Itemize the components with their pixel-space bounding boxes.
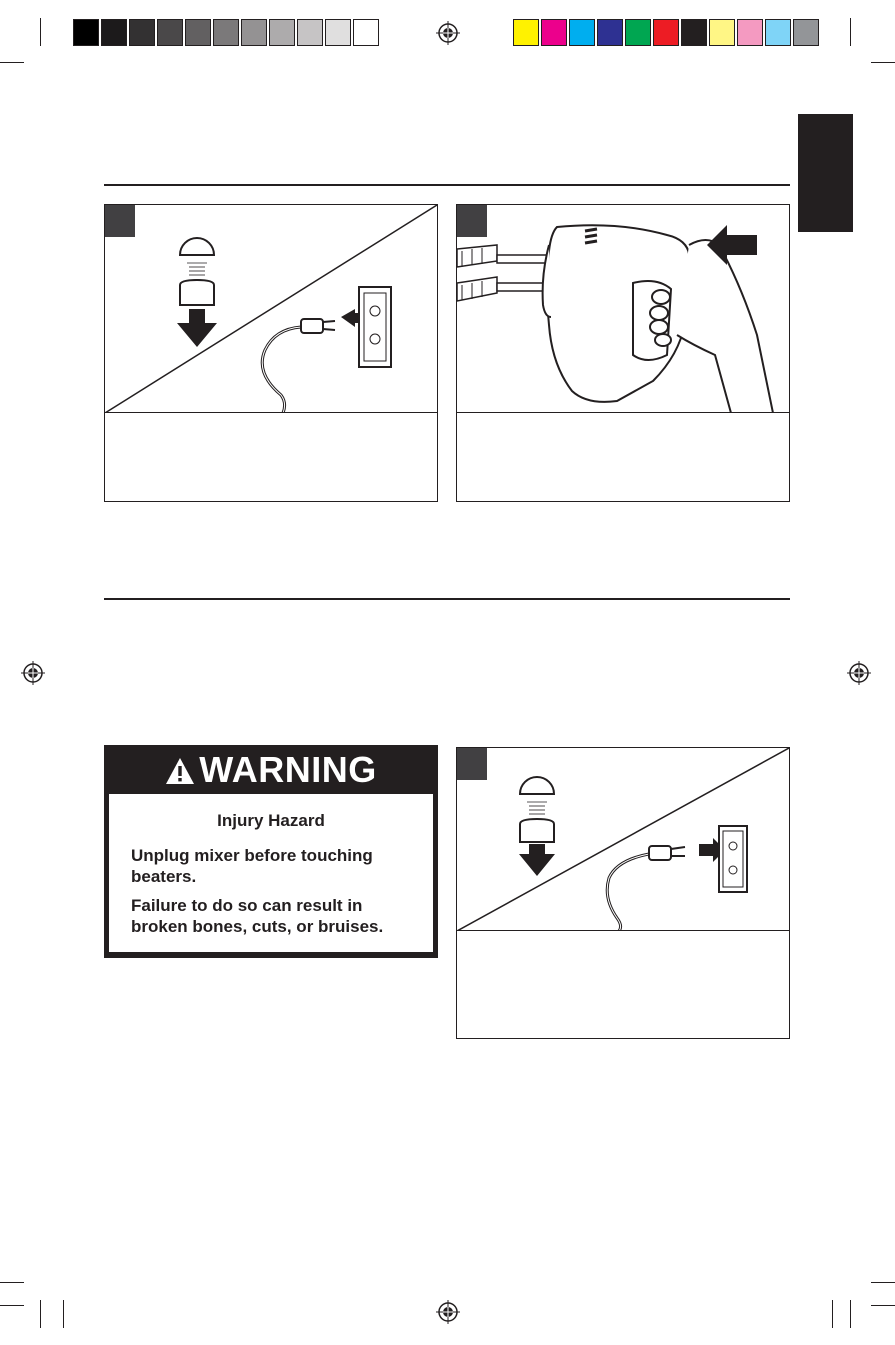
wall-outlet-icon [359, 287, 391, 367]
crop-mark [0, 1305, 24, 1306]
crop-mark [40, 18, 41, 46]
warning-box [104, 745, 438, 958]
crop-mark [63, 1300, 64, 1328]
crop-mark [871, 1282, 895, 1283]
step-panel-eject-beaters [456, 204, 790, 502]
gray-swatch [325, 19, 351, 46]
unplug-illustration [457, 748, 789, 931]
gray-swatch [101, 19, 127, 46]
registration-mark-icon [21, 661, 45, 685]
step-panel-unplug-2 [456, 747, 790, 1039]
gray-swatch [297, 19, 323, 46]
step-panel-unplug [104, 204, 438, 502]
color-swatch [625, 19, 651, 46]
crop-mark [40, 1300, 41, 1328]
color-swatch [737, 19, 763, 46]
warning-heading: WARNING [199, 749, 377, 790]
gray-swatch [353, 19, 379, 46]
gray-swatch [185, 19, 211, 46]
power-plug-icon [649, 846, 685, 860]
crop-mark [871, 62, 895, 63]
registration-mark-icon [847, 661, 871, 685]
down-arrow-icon [519, 844, 555, 876]
color-swatch [569, 19, 595, 46]
warning-triangle-icon [165, 757, 195, 785]
gray-swatch [213, 19, 239, 46]
beaters-icon [457, 245, 547, 301]
language-side-tab [798, 114, 853, 232]
color-swatch [653, 19, 679, 46]
crop-mark [850, 1300, 851, 1328]
color-swatch [541, 19, 567, 46]
crop-mark [871, 1305, 895, 1306]
gray-swatch [241, 19, 267, 46]
warning-line: beaters. [131, 867, 197, 886]
crop-mark [850, 18, 851, 46]
speed-control-icon [180, 238, 214, 305]
mixer-illustration [457, 205, 789, 413]
color-swatch [793, 19, 819, 46]
step-number-box [105, 205, 135, 237]
warning-body [109, 794, 433, 952]
power-plug-icon [301, 319, 335, 333]
down-arrow-icon [177, 309, 217, 347]
crop-mark [0, 1282, 24, 1283]
panel-divider [457, 930, 789, 931]
color-swatch [709, 19, 735, 46]
gray-swatch [157, 19, 183, 46]
gray-swatch [129, 19, 155, 46]
step-number-box [457, 748, 487, 780]
section-rule [104, 184, 790, 186]
gray-swatch [73, 19, 99, 46]
registration-mark-icon [436, 1300, 460, 1324]
section-rule [104, 598, 790, 600]
color-swatch [765, 19, 791, 46]
warning-header [104, 745, 438, 793]
panel-divider [105, 412, 437, 413]
color-swatch [597, 19, 623, 46]
warning-line: broken bones, cuts, or bruises. [131, 917, 384, 936]
crop-mark [832, 1300, 833, 1328]
wall-outlet-icon [719, 826, 747, 892]
panel-divider [457, 412, 789, 413]
step-number-box [457, 205, 487, 237]
crop-mark [0, 62, 24, 63]
color-swatch [681, 19, 707, 46]
color-swatch [513, 19, 539, 46]
speed-control-icon [520, 777, 554, 842]
warning-line: Failure to do so can result in [131, 896, 363, 915]
gray-swatch [269, 19, 295, 46]
registration-mark-icon [436, 21, 460, 45]
warning-line: Unplug mixer before touching [131, 846, 373, 865]
warning-title: Injury Hazard [217, 811, 325, 830]
unplug-illustration [105, 205, 437, 413]
